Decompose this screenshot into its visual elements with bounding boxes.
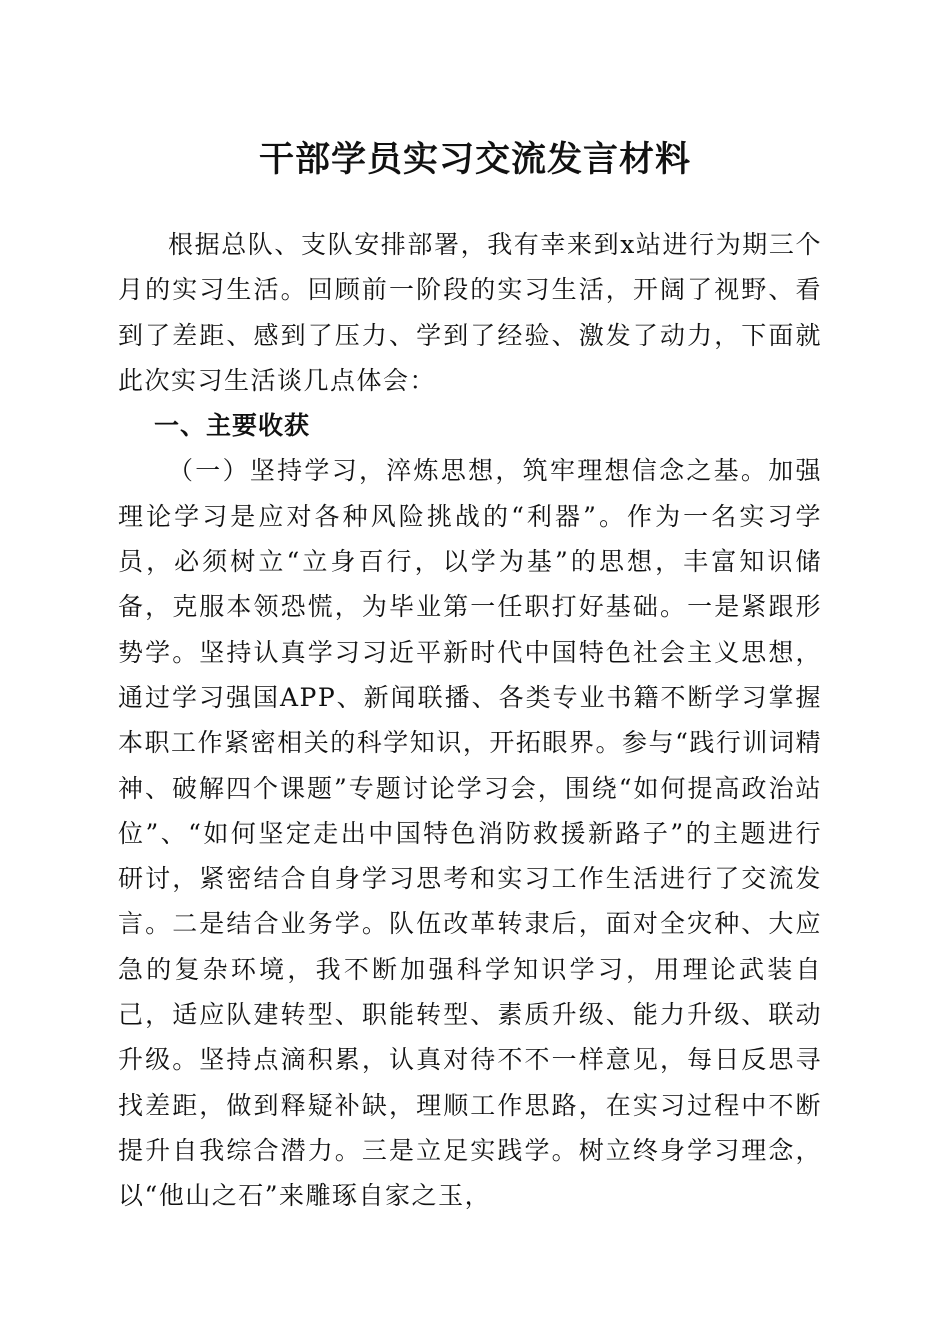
subsection-paragraph [118,448,822,1218]
subsection-body: 加强理论学习是应对各种风险挑战的“利器”。作为一名实习学员，必须树立“立身百行，以学为基”的思想，丰富知识储备，克服本领恐慌，为毕业第一任职打好基础。一是紧跟形势学。坚持认真学习习近平新时代中国特色社会主义思想，通过学习强国APP、新闻联播、各类专业书籍不断学习掌握本职工作紧密相关的科学知识，开拓眼界。参与“践行训词精神、破解四个课题”专题讨论学习会，围绕“如何提高政治站位”、“如何坚定走出中国特色消防救援新路子”的主题进行研讨，紧密结合自身学习思考和实习工作生活进行了交流发言。二是结合业务学。队伍改革转隶后，面对全灾种、大应急的复杂环境，我不断加强科学知识学习，用理论武装自己，适应队建转型、职能转型、素质升级、能力升级、联动升级。坚持点滴积累，认真对待不不一样意见，每日反思寻找差距，做到释疑补缺，理顺工作思路，在实习过程中不断提升自我综合潜力。三是立足实践学。树立终身学习理念，以“他山之石”来雕琢自家之玉， [118,456,822,1211]
document-body [118,222,822,1219]
intro-paragraph: 根据总队、支队安排部署，我有幸来到x站进行为期三个月的实习生活。回顾前一阶段的实习生活，开阔了视野、看到了差距、感到了压力、学到了经验、激发了动力，下面就此次实习生活谈几点体会： [118,230,822,395]
section-heading: 一、主要收获 [154,411,311,441]
document-title: 干部学员实习交流发言材料 [258,139,691,180]
subsection-lead: （一）坚持学习，淬炼思想，筑牢理想信念之基。 [168,456,769,486]
